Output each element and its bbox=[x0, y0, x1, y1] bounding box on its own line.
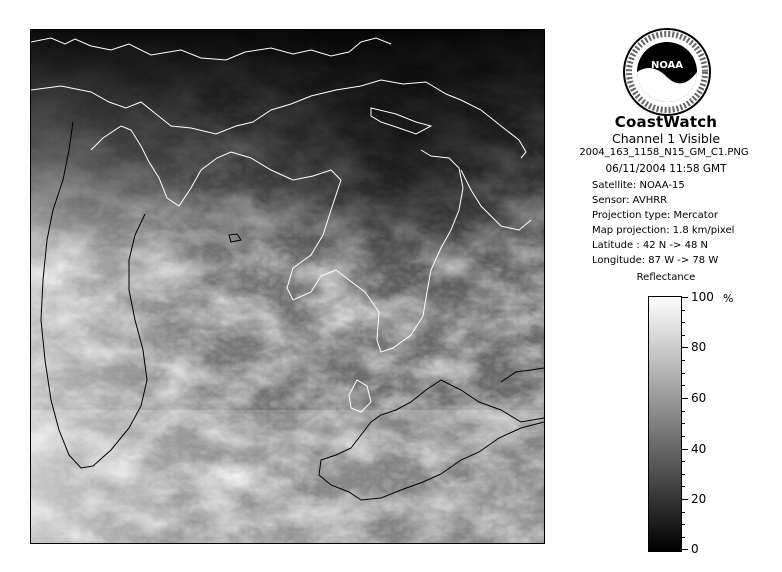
map-svg bbox=[31, 30, 544, 543]
minor-tick bbox=[682, 461, 685, 462]
meta-longitude: Longitude: 87 W -> 78 W bbox=[592, 255, 719, 266]
minor-tick bbox=[682, 474, 685, 475]
minor-tick bbox=[682, 385, 685, 386]
minor-tick bbox=[682, 512, 685, 513]
svg-text:NOAA: NOAA bbox=[650, 60, 684, 71]
minor-tick bbox=[682, 373, 685, 374]
minor-tick bbox=[682, 411, 685, 412]
noaa-logo bbox=[622, 27, 712, 117]
tick-label-80: 80 bbox=[691, 340, 707, 354]
tick-60 bbox=[682, 398, 688, 399]
legend-unit: % bbox=[723, 292, 734, 305]
legend-title: Reflectance bbox=[636, 272, 696, 283]
minor-tick bbox=[682, 524, 685, 525]
meta-latitude: Latitude : 42 N -> 48 N bbox=[592, 240, 708, 251]
brand-title: CoastWatch bbox=[614, 113, 718, 131]
datetime-label: 06/11/2004 11:58 GMT bbox=[605, 163, 727, 175]
tick-label-20: 20 bbox=[691, 492, 707, 506]
tick-20 bbox=[682, 499, 688, 500]
tick-label-60: 60 bbox=[691, 391, 707, 405]
meta-projection-type: Projection type: Mercator bbox=[592, 210, 718, 221]
meta-map-projection: Map projection: 1.8 km/pixel bbox=[592, 225, 735, 236]
minor-tick bbox=[682, 423, 685, 424]
tick-80 bbox=[682, 347, 688, 348]
minor-tick bbox=[682, 537, 685, 538]
tick-40 bbox=[682, 449, 688, 450]
minor-tick bbox=[682, 436, 685, 437]
satellite-image bbox=[30, 29, 545, 544]
channel-label: Channel 1 Visible bbox=[611, 131, 721, 146]
minor-tick bbox=[682, 322, 685, 323]
minor-tick bbox=[682, 310, 685, 311]
tick-100 bbox=[682, 297, 688, 298]
tick-0 bbox=[682, 549, 688, 550]
tick-label-40: 40 bbox=[691, 442, 707, 456]
tick-label-0: 0 bbox=[691, 542, 699, 556]
meta-satellite: Satellite: NOAA-15 bbox=[592, 180, 685, 191]
tick-label-100: 100 bbox=[691, 290, 714, 304]
minor-tick bbox=[682, 486, 685, 487]
minor-tick bbox=[682, 335, 685, 336]
info-panel bbox=[556, 15, 776, 560]
minor-tick bbox=[682, 360, 685, 361]
reflectance-colorbar bbox=[648, 296, 682, 552]
meta-sensor: Sensor: AVHRR bbox=[592, 195, 668, 206]
filename-label: 2004_163_1158_N15_GM_C1.PNG bbox=[579, 147, 749, 158]
